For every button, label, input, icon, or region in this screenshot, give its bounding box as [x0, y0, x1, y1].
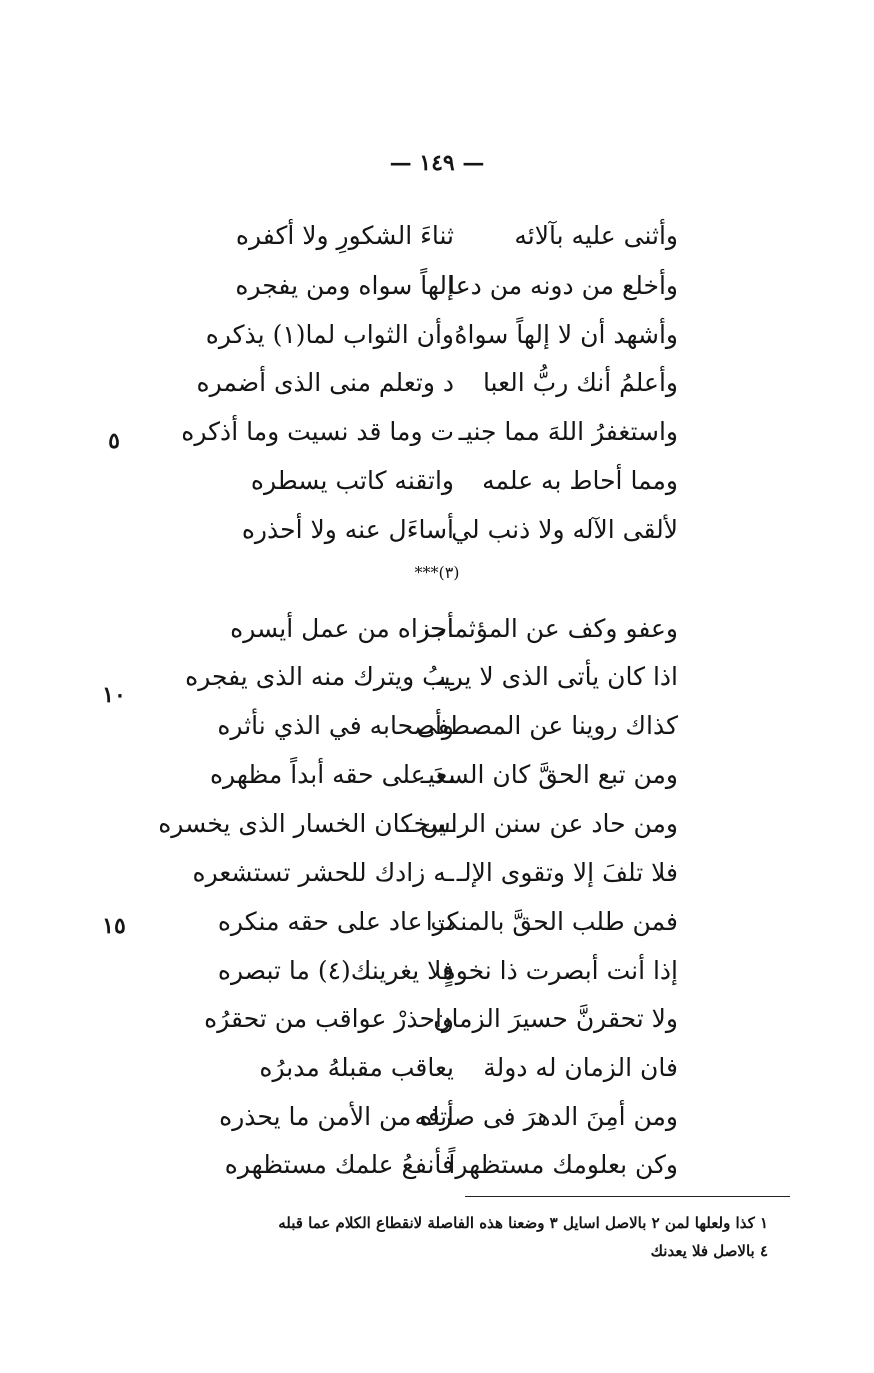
verse-9-second-hemistich: ـبُ ويترك منه الذى يفجره — [185, 662, 454, 691]
verse-7-first-hemistich: لألقى الآله ولا ذنب لي — [451, 515, 678, 544]
verse-12-first-hemistich: ومن حاد عن سنن الراسخـ — [406, 809, 678, 838]
verse-8-second-hemistich: أجزاه من عمل أيسره — [230, 614, 454, 643]
verse-1-second-hemistich: ثناءَ الشكورِ ولا أكفره — [235, 221, 454, 250]
verse-5-first-hemistich: واستغفرُ اللهَ مما جنيـ — [458, 417, 678, 446]
verse-17-second-hemistich: يعاقب مقبلهُ مدبرُه — [259, 1053, 454, 1082]
verse-6-second-hemistich: واتقنه كاتب يسطره — [250, 466, 454, 495]
page-number: — ١٤٩ — — [389, 150, 485, 176]
verse-18-second-hemistich: أتاه من الأمن ما يحذره — [219, 1102, 454, 1131]
verse-13-first-hemistich: فلا تلفَ إلا وتقوى الإلـ — [456, 858, 678, 887]
verse-19-second-hemistich: فأنفعُ علمك مستظهره — [224, 1150, 454, 1179]
verse-14-first-hemistich: فمن طلب الحقَّ بالمنكرا — [425, 907, 678, 936]
verse-11-first-hemistich: ومن تبع الحقَّ كان السعيـ — [420, 760, 678, 789]
verse-16-second-hemistich: واحذرْ عواقب من تحقرُه — [204, 1004, 454, 1033]
separator-asterisks: *** — [414, 563, 439, 582]
line-number-15: ١٥ — [102, 913, 126, 939]
verse-14-second-hemistich: ت عاد على حقه منكره — [217, 907, 454, 936]
verse-9-first-hemistich: اذا كان يأتى الذى لا يريـ — [436, 662, 678, 691]
verse-19-first-hemistich: وكن بعلومك مستظهراً — [448, 1150, 678, 1179]
verse-10-first-hemistich: كذاك روينا عن المصطفى — [416, 711, 678, 740]
verse-6-first-hemistich: ومما أحاط به علمه — [482, 466, 678, 495]
verse-4-first-hemistich: وأعلمُ أنك ربُّ العبا — [482, 368, 678, 397]
line-number-10: ١٠ — [102, 682, 126, 708]
verse-15-first-hemistich: إذا أنت أبصرت ذا نخوةٍ — [442, 956, 678, 985]
verse-5-second-hemistich: ت وما قد نسيت وما أذكره — [181, 417, 454, 446]
verse-12-second-hemistich: ـين كان الخسار الذى يخسره — [158, 809, 454, 838]
verse-16-first-hemistich: ولا تحقرنَّ حسيرَ الزمان — [433, 1004, 678, 1033]
separator-note: (٣) — [438, 563, 460, 582]
verse-18-first-hemistich: ومن أمِنَ الدهرَ فى صرفه — [414, 1102, 678, 1131]
verse-2-first-hemistich: وأخلع من دونه من دعا — [448, 271, 678, 300]
verse-4-second-hemistich: د وتعلم منى الذى أضمره — [196, 368, 454, 397]
verse-7-second-hemistich: أساءَل عنه ولا أحذره — [241, 515, 454, 544]
verse-15-second-hemistich: فلا يغرينك(٤) ما تبصره — [217, 956, 454, 985]
verse-1-first-hemistich: وأثنى عليه بآلائه — [514, 221, 678, 250]
verse-17-first-hemistich: فان الزمان له دولة — [483, 1053, 678, 1082]
verse-11-second-hemistich: ـدَ على حقه أبداً مظهره — [209, 760, 454, 789]
verse-3-first-hemistich: وأشهد أن لا إلهاً سواهُ — [454, 320, 678, 349]
verse-10-second-hemistich: وأصحابه في الذي نأثره — [217, 711, 454, 740]
verse-13-second-hemistich: ـه زادك للحشر تستشعره — [192, 858, 454, 887]
verse-2-second-hemistich: إلهاً سواه ومن يفجره — [235, 271, 454, 300]
verse-3-second-hemistich: وأن الثواب لما(١) يذكره — [205, 320, 454, 349]
footnote-line-1: ١ كذا ولعلها لمن ٢ بالاصل اسايل ٣ وضعنا هذه الفاصلة لانقطاع الكلام عما قبله — [278, 1214, 768, 1232]
line-number-5: ٥ — [108, 428, 120, 454]
footnote-rule — [465, 1196, 790, 1197]
section-separator — [0, 558, 874, 588]
footnote-line-2: ٤ بالاصل فلا يعدنك — [650, 1242, 768, 1260]
verse-8-first-hemistich: وعفو وكف عن المؤثمات — [423, 614, 678, 643]
